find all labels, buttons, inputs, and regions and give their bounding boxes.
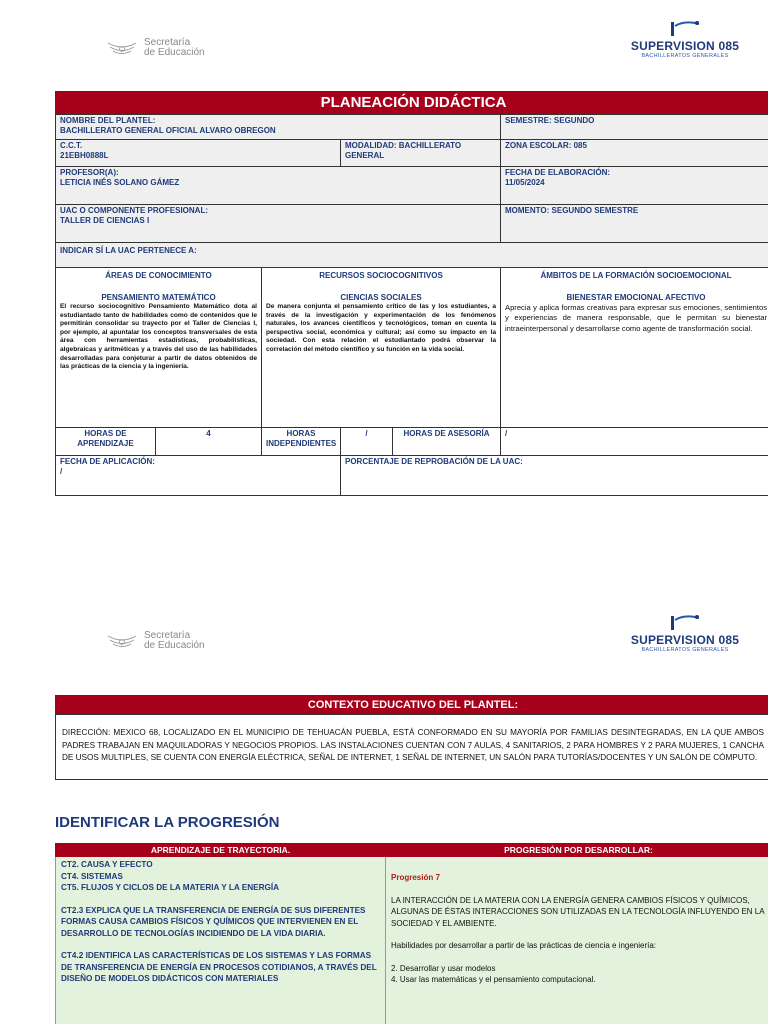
contexto-table	[55, 695, 768, 780]
secretaria-line1: Secretaría	[144, 37, 191, 48]
areas-header: ÁREAS DE CONOCIMIENTO	[105, 271, 212, 280]
habilidad-item: 4. Usar las matemáticas y el pensamiento computacional.	[391, 975, 596, 984]
modalidad-field: MODALIDAD: BACHILLERATO GENERAL	[341, 140, 501, 167]
progresion-table	[55, 843, 768, 1024]
plantel-value: BACHILLERATO GENERAL OFICIAL ALVARO OBREGON	[60, 126, 276, 135]
secretaria-line2: de Educación	[144, 640, 205, 651]
trayectoria-line: CT5. FLUJOS Y CICLOS DE LA MATERIA Y LA ENERGÍA	[61, 883, 280, 892]
progresion-number: Progresión 7	[391, 873, 440, 882]
ambitos-header: ÁMBITOS DE LA FORMACIÓN SOCIOEMOCIONAL	[540, 271, 732, 280]
planeacion-title: PLANEACIÓN DIDÁCTICA	[56, 92, 768, 115]
contexto-title: CONTEXTO EDUCATIVO DEL PLANTEL:	[56, 696, 768, 715]
zona-field: ZONA ESCOLAR: 085	[501, 140, 768, 167]
progresion-text: LA INTERACCIÓN DE LA MATERIA CON LA ENERGÍA GENERA CAMBIOS FÍSICOS Y QUÍMICOS, ALGUNAS DE ÉSTAS INTERACCIONES SON UTILIZADAS EN LA TECNOLOGÍA INFLUYENDO EN LA SOCIEDAD Y EL AMBIENTE.	[391, 895, 765, 928]
porcentaje-reprobacion-field: PORCENTAJE DE REPROBACIÓN DE LA UAC:	[341, 456, 768, 496]
horas-aprendizaje-value: 4	[156, 428, 262, 456]
secretaria-line1: Secretaría	[144, 630, 191, 641]
plantel-label: NOMBRE DEL PLANTEL:	[60, 116, 156, 125]
semestre-field: SEMESTRE: SEGUNDO	[501, 115, 768, 140]
habilidades-text: Habilidades por desarrollar a partir de las prácticas de ciencia e ingeniería:	[391, 941, 657, 950]
fecha-aplicacion-label: FECHA DE APLICACIÓN:	[60, 457, 155, 466]
recursos-title: CIENCIAS SOCIALES	[340, 293, 422, 302]
momento-field: MOMENTO: SEGUNDO SEMESTRE	[501, 205, 768, 243]
contexto-text: DIRECCIÓN: MEXICO 68, LOCALIZADO EN EL MUNICIPIO DE TEHUACÁN PUEBLA, ESTÁ CONFORMADO EN SU MAYORÍA POR FAMILIAS DESINTEGRADAS, EN LA QUE AMBOS PADRES TRABAJAN EN MAQUILADORAS Y NEGOCIOS PROPIOS. LAS INSTALACIONES CUENTAN CON 7 AULAS, 4 SANITARIOS, 2 PARA HOMBRES Y 2 PARA MUJERES, 1 CANCHA DE USOS MULTIPLES, SE CUENTA CON ENERGÍA ELÉCTRICA, SEÑAL DE INTERNET, 1 SEÑAL DE INTERNET, UN SALÓN PARA TUTORÍAS/DOCENTES Y UN SALÓN DE CÓMPUTO.	[56, 715, 768, 780]
supervision-subtitle: BACHILLERATOS GENERALES	[641, 647, 729, 653]
progresion-header: PROGRESIÓN POR DESARROLLAR:	[386, 844, 768, 857]
ambitos-title: BIENESTAR EMOCIONAL AFECTIVO	[566, 293, 706, 302]
supervision-logo-2	[630, 612, 740, 653]
fecha-aplicacion-value: /	[60, 467, 63, 476]
cct-label: C.C.T.	[60, 141, 83, 150]
supervision-subtitle: BACHILLERATOS GENERALES	[641, 53, 729, 59]
supervision-emblem-icon	[665, 612, 705, 632]
progresion-section-title: IDENTIFICAR LA PROGRESIÓN	[55, 814, 280, 831]
secretaria-emblem-icon	[106, 632, 138, 650]
fecha-elaboracion-label: FECHA DE ELABORACIÓN:	[505, 168, 611, 177]
recursos-text: De manera conjunta el pensamiento crítico de las y los estudiantes, a través de la investigación y experimentación de los fenómenos naturales, los avances científicos y tecnológicos, toman en cuenta la perspectiva social, económica y cultural; así como su impacto en la sociedad. Con esta relación el estudiantado podrá observar la correlación del método científico y su función en la vida social.	[266, 303, 496, 353]
profesor-value: LETICIA INÉS SOLANO GÁMEZ	[60, 178, 180, 187]
secretaria-emblem-icon	[106, 39, 138, 57]
secretaria-logo-2	[106, 631, 205, 651]
trayectoria-ct23: CT2.3 EXPLICA QUE LA TRANSFERENCIA DE ENERGÍA DE SUS DIFERENTES FORMAS CAUSA CAMBIOS FÍSICOS Y QUÍMICOS QUE INTERVIENEN EN EL DESARROLLO DE TECNOLOGÍAS INCIDIENDO DE LA VIDA DIARIA.	[61, 905, 366, 938]
fecha-elaboracion-value: 11/05/2024	[505, 178, 545, 187]
horas-asesoria-label: HORAS DE ASESORÍA	[393, 428, 501, 456]
horas-independientes-label: HORAS INDEPENDIENTES	[262, 428, 341, 456]
indicar-field: INDICAR SÍ LA UAC PERTENECE A:	[56, 243, 768, 268]
uac-value: TALLER DE CIENCIAS I	[60, 216, 150, 225]
trayectoria-ct42: CT4.2 IDENTIFICA LAS CARACTERÍSTICAS DE LOS SISTEMAS Y LAS FORMAS DE TRANSFERENCIA DE ENERGÍA EN PROCESOS COTIDIANOS, A TRAVÉS DEL DISEÑO DE MODELOS DIDÁCTICOS CON MATERIALES	[61, 951, 377, 983]
horas-aprendizaje-label: HORAS DE APRENDIZAJE	[56, 428, 156, 456]
supervision-emblem-icon	[665, 18, 705, 38]
trayectoria-line: CT2. CAUSA Y EFECTO	[61, 860, 153, 869]
horas-asesoria-value: /	[501, 428, 768, 456]
planeacion-table	[55, 91, 768, 496]
secretaria-line2: de Educación	[144, 47, 205, 58]
uac-label: UAC O COMPONENTE PROFESIONAL:	[60, 206, 209, 215]
ambitos-text: Aprecia y aplica formas creativas para expresar sus emociones, sentimientos y experiencias de manera responsable, que le permitan su bienestar intraeinterpersonal y desarrollarse como agente de transformación social.	[505, 303, 768, 333]
supervision-title: SUPERVISION 085	[630, 39, 740, 53]
trayectoria-header: APRENDIZAJE DE TRAYECTORIA.	[56, 844, 386, 857]
horas-independientes-value: /	[341, 428, 393, 456]
profesor-label: PROFESOR(A):	[60, 168, 119, 177]
secretaria-logo	[106, 38, 205, 58]
supervision-title: SUPERVISION 085	[630, 633, 740, 647]
recursos-header: RECURSOS SOCIOCOGNITIVOS	[319, 271, 443, 280]
cct-value: 21EBH0888L	[60, 151, 109, 160]
supervision-logo	[630, 18, 740, 59]
areas-title: PENSAMIENTO MATEMÁTICO	[101, 293, 216, 302]
trayectoria-line: CT4. SISTEMAS	[61, 871, 123, 881]
areas-text: El recurso sociocognitivo Pensamiento Matemático dota al estudiantado tanto de habilidades como de contenidos que le permitirán consolidar su trayecto por el Taller de Ciencias I, por ejemplo, al apuntalar los conceptos transversales de esta área con herramientas estadísticas, probabilísticas, algebraicas y aritméticas y a través del uso de las habilidades desarrolladas para conjeturar a partir de datos obtenidos de las prácticas de la ciencia y la ingeniería.	[60, 303, 257, 371]
habilidad-item: 2. Desarrollar y usar modelos	[391, 963, 496, 973]
